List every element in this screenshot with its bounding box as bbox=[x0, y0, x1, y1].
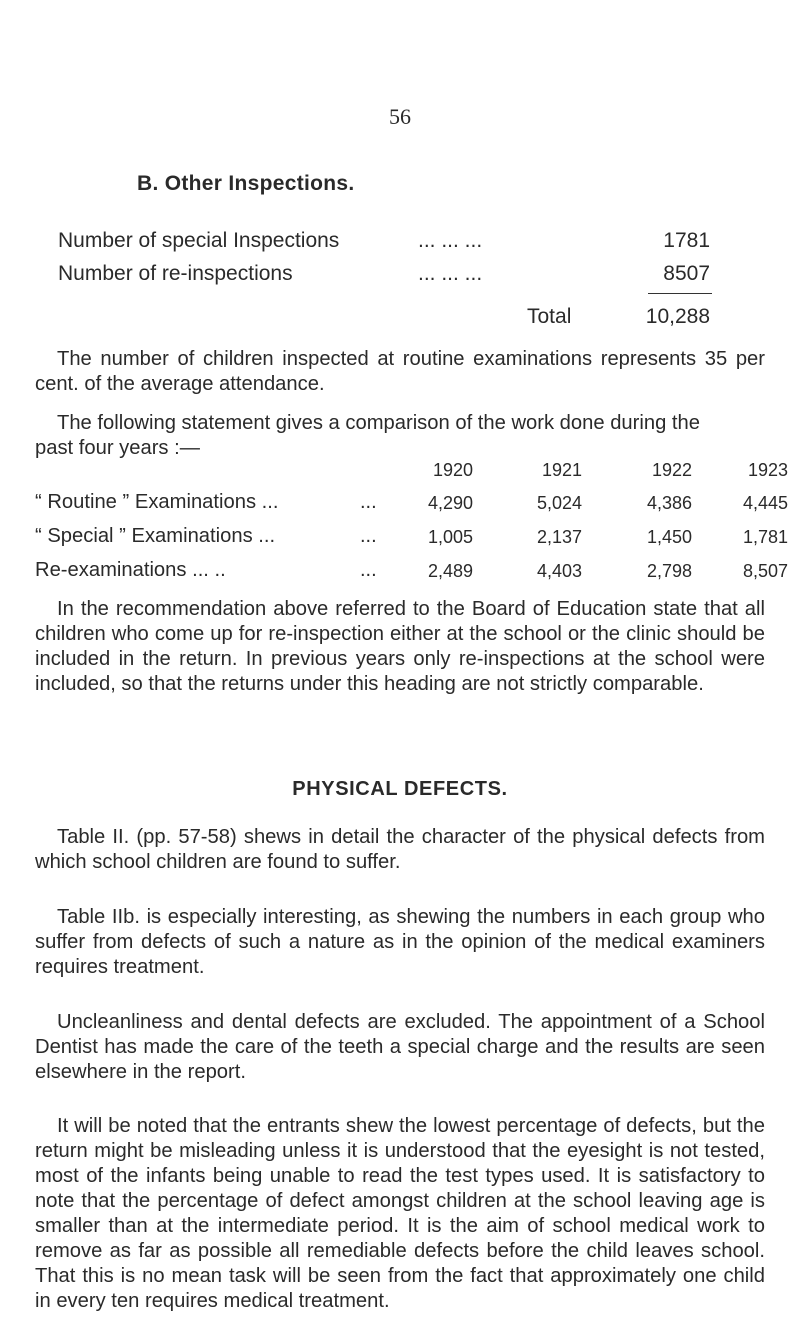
special-inspections-label: Number of special Inspections bbox=[58, 229, 340, 252]
table2b-paragraph-text: Table IIb. is especially interesting, as shewing the numbers in each group who suffer from defects of such a nature as in the opinion of the medical examiners requires treatment. bbox=[35, 906, 765, 978]
year-header-1922: 1922 bbox=[651, 460, 692, 480]
reexam-row-label: Re-examinations ... .. bbox=[35, 559, 226, 581]
recommendation-paragraph-text: In the recommendation above referred to the Board of Education state that all children who come up for re-inspection either at the school or the clinic should be included in the return. In previous years only re-inspections at the school were included, so that the returns under this heading are not strictly comparable. bbox=[35, 598, 765, 695]
table2b-paragraph bbox=[35, 905, 765, 980]
reexam-1921: 4,403 bbox=[536, 561, 582, 581]
special-row-dots: ... bbox=[360, 525, 377, 547]
routine-row-label: “ Routine ” Examinations ... bbox=[35, 491, 279, 513]
entrants-paragraph bbox=[35, 1114, 765, 1314]
physical-defects-heading: PHYSICAL DEFECTS. bbox=[292, 778, 508, 800]
reinspections-dots: ... ... ... bbox=[418, 262, 483, 285]
total-rule bbox=[648, 293, 712, 294]
reinspections-label: Number of re-inspections bbox=[58, 262, 293, 285]
reexam-1923: 8,507 bbox=[742, 561, 788, 581]
routine-1920: 4,290 bbox=[427, 493, 473, 513]
special-1921: 2,137 bbox=[536, 527, 582, 547]
uncleanliness-paragraph bbox=[35, 1010, 765, 1085]
comparison-intro-line1: The following statement gives a comparison of the work done during the bbox=[57, 412, 700, 434]
special-1923: 1,781 bbox=[742, 527, 788, 547]
routine-1921: 5,024 bbox=[536, 493, 582, 513]
table2-paragraph-text: Table II. (pp. 57-58) shews in detail the character of the physical defects from which school children are found to suffer. bbox=[35, 826, 765, 873]
table2-paragraph bbox=[35, 825, 765, 875]
reexam-row-dots: ... bbox=[360, 559, 377, 581]
routine-row-dots: ... bbox=[360, 491, 377, 513]
page-number: 56 bbox=[389, 104, 411, 129]
routine-paragraph-text: The number of children inspected at routine examinations represents 35 per cent. of the average attendance. bbox=[35, 348, 765, 395]
year-header-1920: 1920 bbox=[432, 460, 473, 480]
year-header-1921: 1921 bbox=[541, 460, 582, 480]
section-heading: B. Other Inspections. bbox=[137, 172, 355, 195]
total-value: 10,288 bbox=[645, 305, 710, 328]
reinspections-value: 8507 bbox=[663, 262, 710, 285]
special-inspections-dots: ... ... ... bbox=[418, 229, 483, 252]
routine-1922: 4,386 bbox=[646, 493, 692, 513]
year-header-1923: 1923 bbox=[747, 460, 788, 480]
special-1922: 1,450 bbox=[646, 527, 692, 547]
comparison-intro-line2: past four years :— bbox=[35, 437, 200, 459]
special-row-label: “ Special ” Examinations ... bbox=[35, 525, 276, 547]
recommendation-paragraph bbox=[35, 597, 765, 697]
entrants-paragraph-text: It will be noted that the entrants shew the lowest percentage of defects, but the return might be misleading unless it is understood that the eyesight is not tested, most of the infants being unable to read the test types used. It is satisfactory to note that the percentage of defect amongst children at the school leaving age is smaller than at the intermediate period. It is the aim of school medical work to remove as far as possible all remediable defects before the child leaves school. That this is no mean task will be seen from the fact that approximately one child in every ten requires medical treatment. bbox=[35, 1115, 765, 1312]
special-1920: 1,005 bbox=[427, 527, 473, 547]
special-inspections-value: 1781 bbox=[663, 229, 710, 252]
routine-paragraph bbox=[35, 347, 765, 397]
reexam-1922: 2,798 bbox=[646, 561, 692, 581]
routine-1923: 4,445 bbox=[742, 493, 788, 513]
total-label: Total bbox=[527, 305, 572, 328]
uncleanliness-paragraph-text: Uncleanliness and dental defects are excluded. The appointment of a School Dentist has made the care of the teeth a special charge and the results are seen elsewhere in the report. bbox=[35, 1011, 765, 1083]
reexam-1920: 2,489 bbox=[427, 561, 473, 581]
